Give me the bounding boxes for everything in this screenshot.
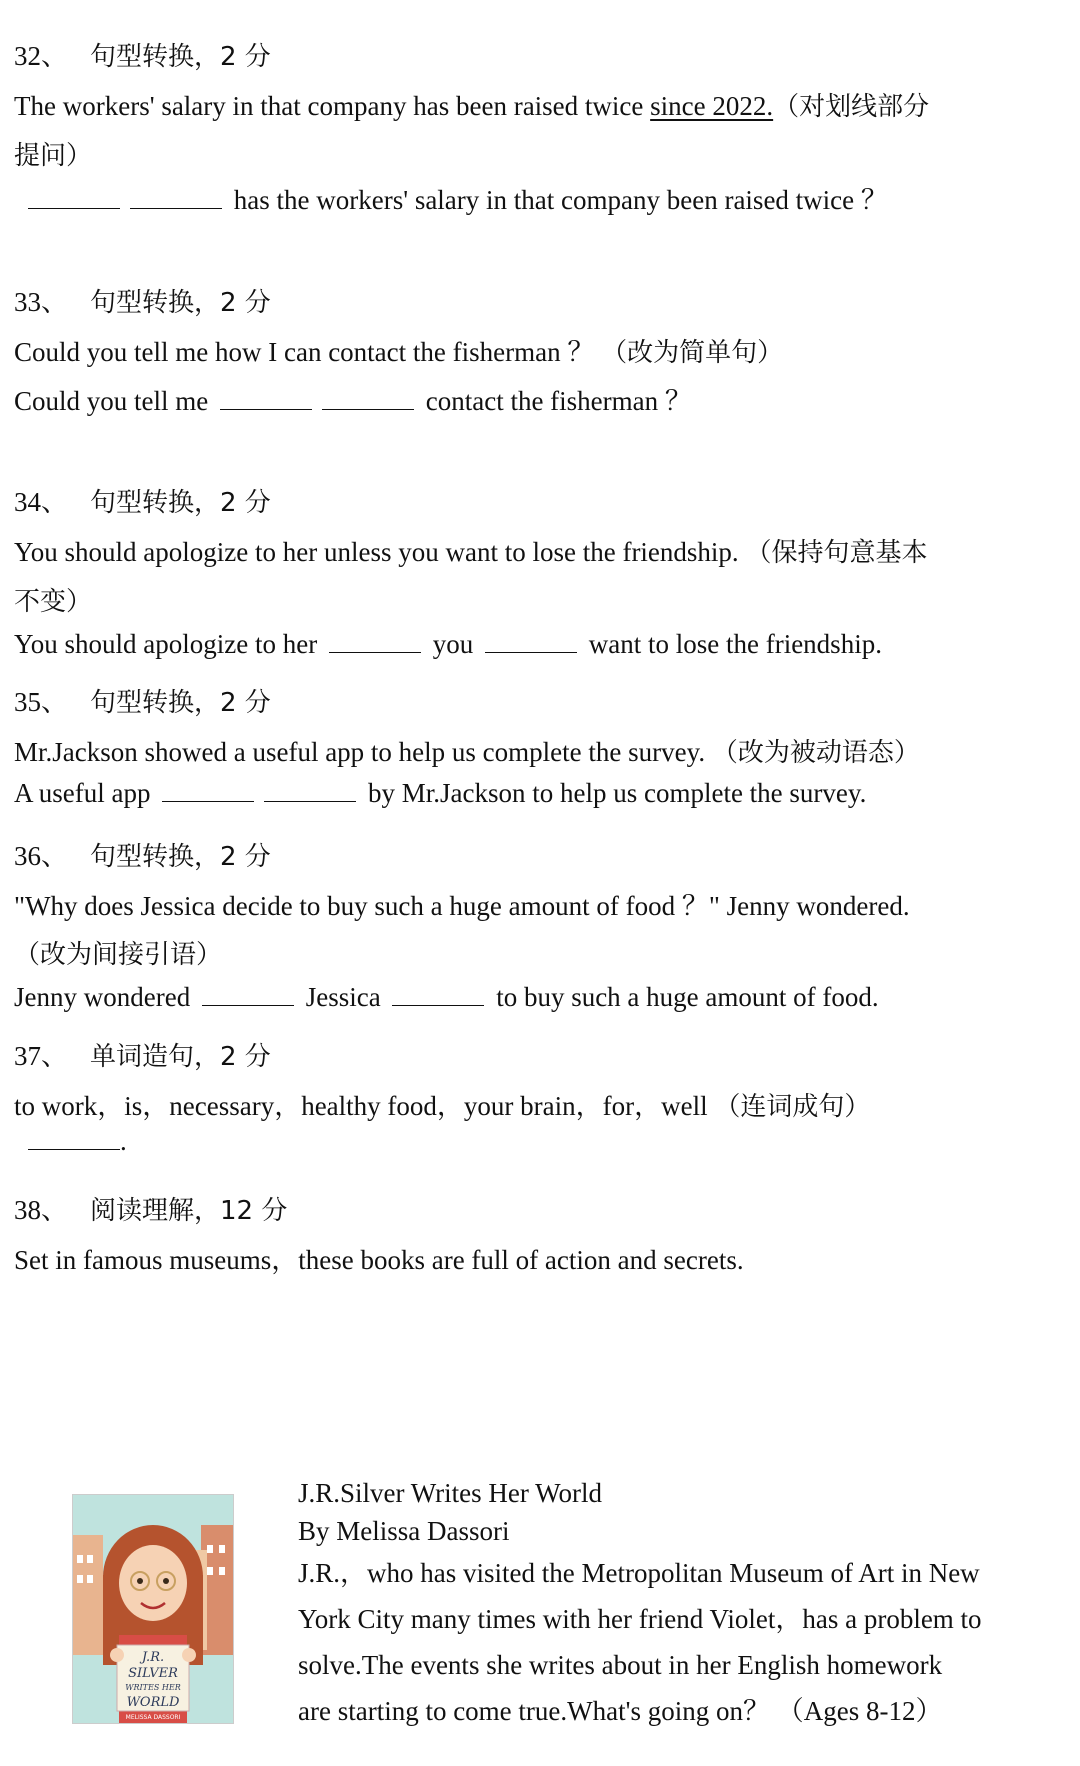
question-prompt: The workers' salary in that company has been raised twice since 2022.（对划线部分 — [14, 91, 930, 122]
question-number: 37、 — [14, 1041, 68, 1071]
cover-title-line3: WRITES HER — [125, 1683, 181, 1692]
question-header — [14, 38, 1064, 74]
answer-line: has the workers' salary in that company been raised twice ？ — [14, 176, 1064, 224]
question-prompt: Could you tell me how I can contact the fisherman ？ （改为简单句） — [14, 337, 784, 368]
question-header — [14, 838, 1064, 874]
question-prompt-cont: 不变） — [14, 587, 93, 617]
answer-blank[interactable] — [28, 1148, 120, 1150]
question-prompt-cont: （改为间接引语） — [14, 940, 223, 970]
answer-blank[interactable] — [162, 800, 254, 802]
question-type: 句型转换，2 分 — [90, 842, 271, 872]
question-38 — [14, 1192, 1064, 1284]
book-desc-line-2: York City many times with her friend Violet，has a problem to — [298, 1604, 982, 1634]
question-header — [14, 684, 1064, 720]
answer-line: . — [14, 1117, 1064, 1165]
cover-author: MELISSA DASSORI — [125, 1714, 181, 1721]
book-description — [298, 1474, 1068, 1734]
book-desc-line-3: solve.The events she writes about in her English homework — [298, 1650, 943, 1680]
question-34 — [14, 484, 1064, 668]
question-number: 36、 — [14, 841, 68, 871]
answer-blank[interactable] — [392, 1004, 484, 1006]
cover-title-line1: J.R. — [141, 1650, 165, 1665]
question-type: 句型转换，2 分 — [90, 288, 271, 318]
question-type: 单词造句，2 分 — [90, 1042, 271, 1072]
book-desc-line-1: J.R.，who has visited the Metropolitan Museum of Art in New — [298, 1558, 980, 1588]
answer-line: Could you tell me contact the fisherman ？ — [14, 386, 692, 416]
question-type: 句型转换，2 分 — [90, 42, 271, 72]
question-header — [14, 1038, 1064, 1074]
book-cover-image — [72, 1494, 234, 1724]
answer-line: A useful app by Mr.Jackson to help us complete the survey. — [14, 778, 867, 808]
question-36 — [14, 838, 1064, 1021]
answer-line: Jenny wondered Jessica to buy such a huge amount of food. — [14, 982, 879, 1012]
question-32 — [14, 38, 1064, 224]
book-desc-line-4: are starting to come true.What's going on？ （Ages 8-12） — [298, 1696, 943, 1726]
cover-title-line2: SILVER — [128, 1666, 178, 1681]
book-author: By Melissa Dassori — [298, 1516, 510, 1546]
question-prompt-cont: 提问） — [14, 141, 93, 171]
question-type: 句型转换，2 分 — [90, 488, 271, 518]
question-prompt: You should apologize to her unless you want to lose the friendship. （保持句意基本 — [14, 537, 928, 568]
answer-line: You should apologize to her you want to lose the friendship. — [14, 629, 882, 659]
question-number: 32、 — [14, 41, 68, 71]
answer-blank[interactable] — [28, 207, 120, 209]
book-title: J.R.Silver Writes Her World — [298, 1478, 602, 1508]
answer-blank[interactable] — [130, 207, 222, 209]
question-35 — [14, 684, 1064, 817]
question-37 — [14, 1038, 1064, 1165]
question-header — [14, 1192, 1064, 1228]
cover-title-line4: WORLD — [126, 1695, 180, 1710]
question-prompt: "Why does Jessica decide to buy such a huge amount of food ？" Jenny wondered. — [14, 891, 910, 921]
underlined-part: since 2022. — [650, 91, 774, 121]
question-header — [14, 484, 1064, 520]
book-cover-illustration — [73, 1495, 233, 1723]
question-header — [14, 284, 1064, 320]
answer-blank[interactable] — [264, 800, 356, 802]
question-number: 35、 — [14, 687, 68, 717]
question-number: 33、 — [14, 287, 68, 317]
answer-blank[interactable] — [329, 651, 421, 653]
question-number: 38、 — [14, 1195, 68, 1225]
question-type: 句型转换，2 分 — [90, 688, 271, 718]
answer-blank[interactable] — [202, 1004, 294, 1006]
question-number: 34、 — [14, 487, 68, 517]
question-prompt: to work，is，necessary，healthy food，your brain，for，well （连词成句） — [14, 1091, 871, 1122]
answer-blank[interactable] — [220, 408, 312, 410]
answer-blank[interactable] — [485, 651, 577, 653]
answer-blank[interactable] — [322, 408, 414, 410]
question-prompt: Mr.Jackson showed a useful app to help us complete the survey. （改为被动语态） — [14, 737, 920, 768]
reading-intro: Set in famous museums，these books are full of action and secrets. — [14, 1245, 744, 1275]
question-33 — [14, 284, 1064, 425]
question-type: 阅读理解，12 分 — [90, 1196, 288, 1226]
